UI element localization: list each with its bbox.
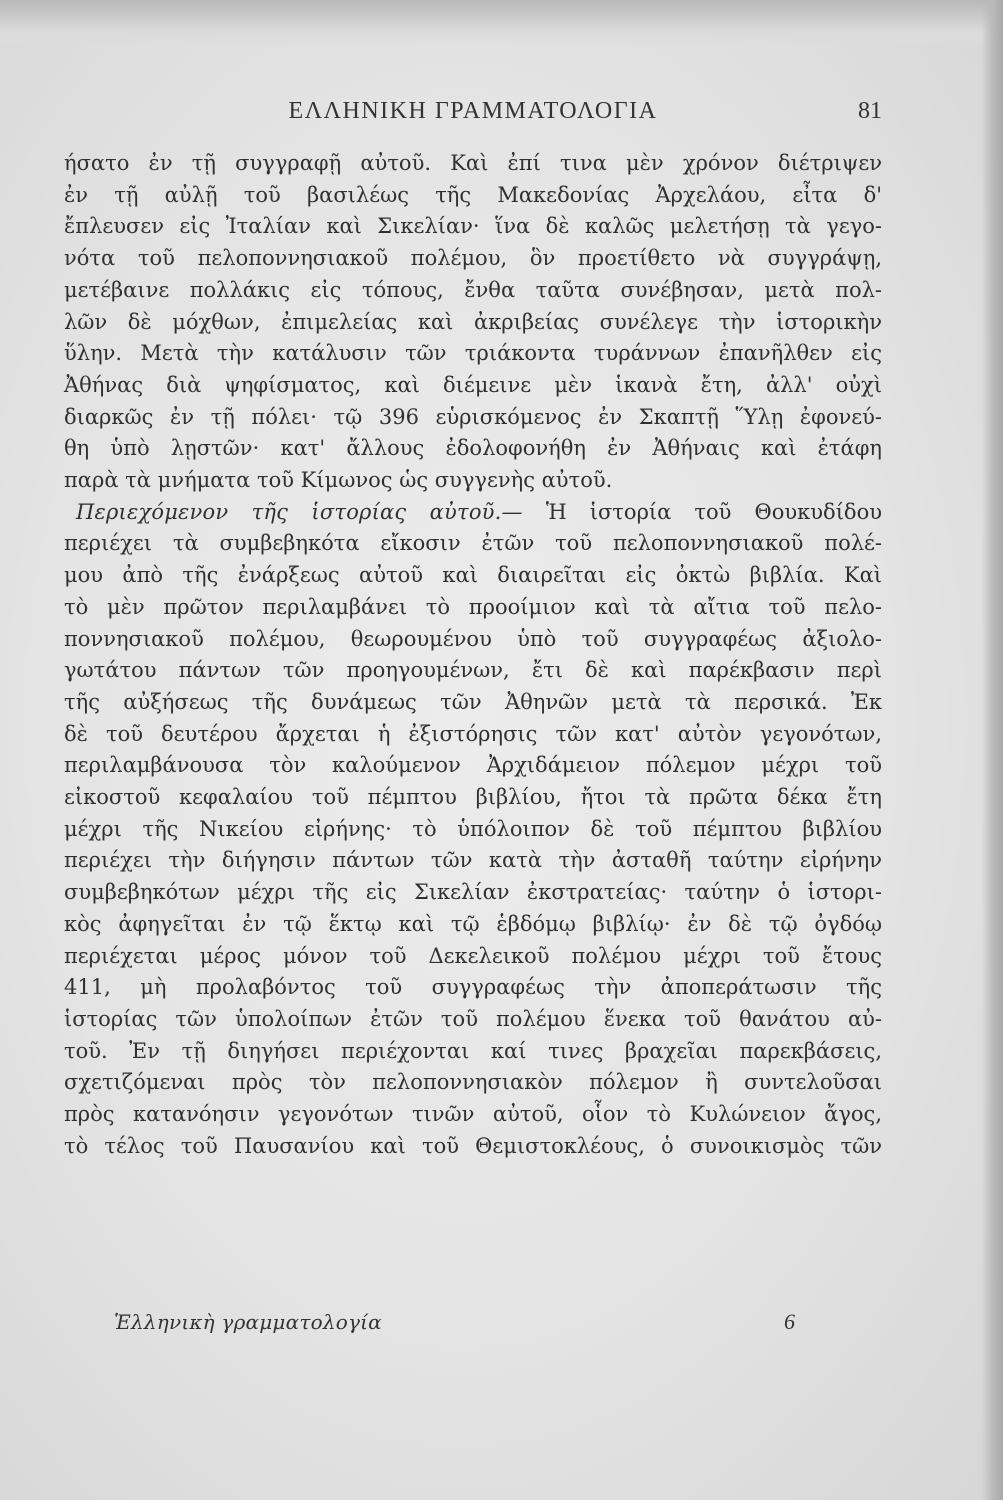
text-line: πρὸς κατανόησιν γεγονότων τινῶν αὐτοῦ, οἷον τὸ Κυλώνειον ἄγος, xyxy=(64,1102,882,1127)
text-line: περιέχει τὰ συμβεβηκότα εἴκοσιν ἐτῶν τοῦ πελοποννησιακοῦ πολέ- xyxy=(64,531,882,556)
text-line: ἔπλευσεν εἰς Ἰταλίαν καὶ Σικελίαν· ἵνα δὲ καλῶς μελετήσῃ τὰ γεγο- xyxy=(64,214,882,239)
text-line: ήσατο ἐν τῇ συγγραφῇ αὐτοῦ. Καὶ ἐπί τινα μὲν χρόνον διέτριψεν xyxy=(64,151,882,175)
text-line: τοῦ. Ἐν τῇ διηγήσει περιέχονται καί τινες βραχεῖαι παρεκβάσεις, xyxy=(64,1038,882,1063)
running-head xyxy=(64,92,882,134)
text-line: κὸς ἀφηγεῖται ἐν τῷ ἕκτῳ καὶ τῷ ἑβδόμῳ βιβλίῳ· ἐν δὲ τῷ ὀγδόῳ xyxy=(64,911,882,936)
text-line: παρὰ τὰ μνήματα τοῦ Κίμωνος ὡς συγγενὴς αὐτοῦ. xyxy=(64,468,613,493)
section-first-line-rest: Ἡ ἱστορία τοῦ Θουκυδίδου xyxy=(545,499,882,524)
text-line: μου ἀπὸ τῆς ἐνάρξεως αὐτοῦ καὶ διαιρεῖται εἰς ὀκτὼ βιβλία. Καὶ xyxy=(64,563,882,588)
signature-footer xyxy=(64,1310,882,1344)
text-line: διαρκῶς ἐν τῇ πόλει· τῷ 396 εὑρισκόμενος ἐν Σκαπτῇ Ὕλῃ ἐφονεύ- xyxy=(64,404,882,429)
text-line: σχετιζόμεναι πρὸς τὸν πελοποννησιακὸν πόλεμον ἢ συντελοῦσαι xyxy=(64,1070,882,1095)
text-line: ποννησιακοῦ πολέμου, θεωρουμένου ὑπὸ τοῦ συγγραφέως ἀξιολο- xyxy=(64,626,882,651)
text-line: περιλαμβάνουσα τὸν καλούμενον Ἀρχιδάμειον πόλεμον μέχρι τοῦ xyxy=(64,753,882,778)
text-line: λῶν δὲ μόχθων, ἐπιμελείας καὶ ἀκριβείας συνέλεγε τὴν ἱστορικὴν xyxy=(64,309,882,334)
signature-number: 6 xyxy=(784,1309,795,1334)
book-page xyxy=(64,92,882,1342)
text-line: δὲ τοῦ δευτέρου ἄρχεται ἡ ἐξιστόρησις τῶν κατ' αὐτὸν γεγονότων, xyxy=(64,721,882,746)
text-line: τὸ μὲν πρῶτον περιλαμβάνει τὸ προοίμιον καὶ τὰ αἴτια τοῦ πελο- xyxy=(64,594,882,619)
text-line: περιέχεται μέρος μόνον τοῦ Δεκελεικοῦ πολέμου μέχρι τοῦ ἔτους xyxy=(64,943,882,968)
running-title: ΕΛΛΗΝΙΚΗ ΓΡΑΜΜΑΤΟΛΟΓΙΑ xyxy=(288,98,658,124)
top-scan-shadow xyxy=(0,0,1003,48)
text-line: τῆς αὐξήσεως τῆς δυνάμεως τῶν Ἀθηνῶν μετὰ τὰ περσικά. Ἐκ xyxy=(64,689,882,714)
text-line: 411, μὴ προλαβόντος τοῦ συγγραφέως τὴν ἀποπεράτωσιν τῆς xyxy=(64,975,882,1000)
body-text xyxy=(64,148,882,1163)
text-line: μέχρι τῆς Νικείου εἰρήνης· τὸ ὑπόλοιπον δὲ τοῦ πέμπτου βιβλίου xyxy=(64,816,882,841)
signature-title: Ἑλληνικὴ γραμματολογία xyxy=(114,1310,382,1334)
text-line: συμβεβηκότων μέχρι τῆς εἰς Σικελίαν ἐκστρατείας· ταύτην ὁ ἱστορι- xyxy=(64,880,882,905)
text-line: Ἀθήνας διὰ ψηφίσματος, καὶ διέμεινε μὲν ἱκανὰ ἔτη, ἀλλ' οὐχὶ xyxy=(64,372,882,397)
text-line: τὸ τέλος τοῦ Παυσανίου καὶ τοῦ Θεμιστοκλέους, ὁ συνοικισμὸς τῶν xyxy=(64,1133,882,1158)
text-line: νότα τοῦ πελοποννησιακοῦ πολέμου, ὃν προετίθετο νὰ συγγράψῃ, xyxy=(64,246,882,271)
page-number: 81 xyxy=(858,98,882,124)
text-line: περιέχει τὴν διήγησιν πάντων τῶν κατὰ τὴν ἀσταθῆ ταύτην εἰρήνην xyxy=(64,848,882,873)
text-line: μετέβαινε πολλάκις εἰς τόπους, ἔνθα ταῦτα συνέβησαν, μετὰ πολ- xyxy=(64,277,882,302)
text-line: ἐν τῇ αὐλῇ τοῦ βασιλέως τῆς Μακεδονίας Ἀρχελάου, εἶτα δ' xyxy=(64,182,882,207)
section-heading-line xyxy=(64,497,882,529)
text-line: γωτάτου πάντων τῶν προηγουμένων, ἔτι δὲ καὶ παρέκβασιν περὶ xyxy=(64,658,882,683)
right-page-edge xyxy=(981,0,1003,1500)
text-line: εἰκοστοῦ κεφαλαίου τοῦ πέμπτου βιβλίου, ἤτοι τὰ πρῶτα δέκα ἔτη xyxy=(64,785,882,810)
text-line: θη ὑπὸ λῃστῶν· κατ' ἄλλους ἐδολοφονήθη ἐν Ἀθήναις καὶ ἐτάφη xyxy=(64,436,882,461)
section-heading: Περιεχόμενον τῆς ἱστορίας αὐτοῦ.— xyxy=(76,499,523,524)
text-line: ὕλην. Μετὰ τὴν κατάλυσιν τῶν τριάκοντα τυράννων ἐπανῆλθεν εἰς xyxy=(64,341,882,366)
text-line: ἱστορίας τῶν ὑπολοίπων ἐτῶν τοῦ πολέμου ἕνεκα τοῦ θανάτου αὐ- xyxy=(64,1006,882,1031)
